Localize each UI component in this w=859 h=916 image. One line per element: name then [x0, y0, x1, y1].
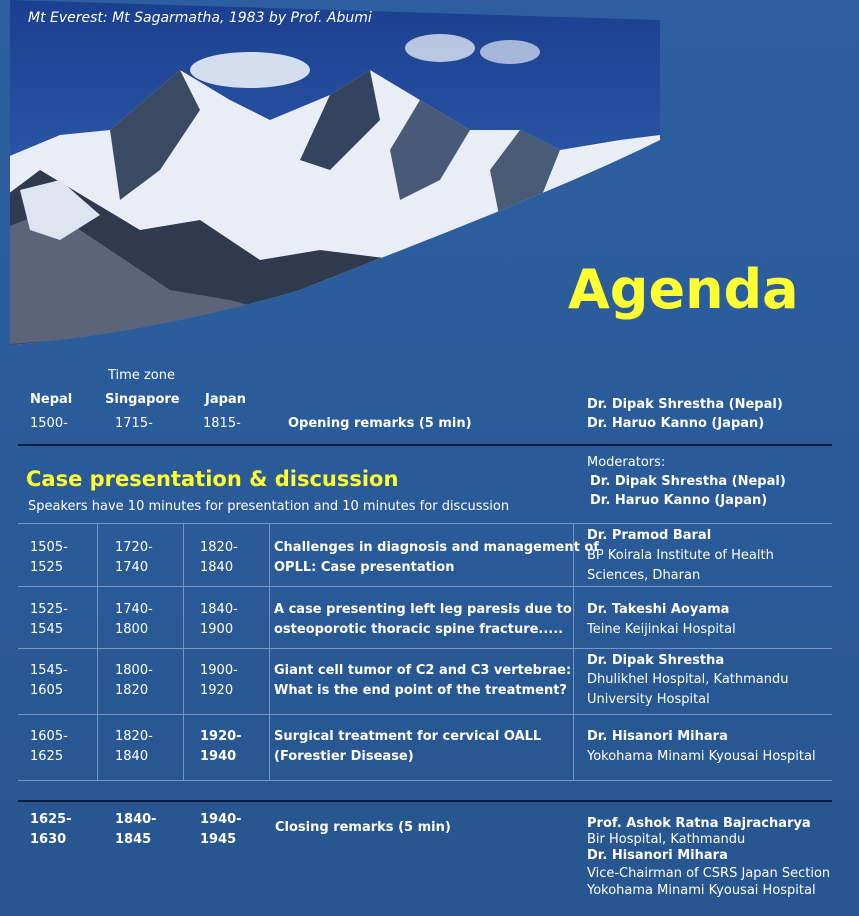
- session-time-nepal: 1505- 1525: [30, 540, 68, 575]
- opening-speaker-1: Dr. Dipak Shrestha (Nepal): [587, 397, 783, 412]
- session-time-singapore: 1740- 1800: [115, 602, 153, 637]
- session-affiliation: Dhulikhel Hospital, Kathmandu University Hospital: [587, 672, 789, 707]
- moderator-1: Dr. Dipak Shrestha (Nepal): [590, 474, 786, 489]
- session-time-singapore: 1820- 1840: [115, 729, 153, 764]
- session-affiliation: Yokohama Minami Kyousai Hospital: [587, 749, 816, 764]
- page-title: Agenda: [568, 258, 799, 321]
- col-header-singapore: Singapore: [105, 392, 180, 407]
- table-divider: [18, 714, 832, 715]
- session-speaker: Dr. Hisanori Mihara: [587, 729, 728, 744]
- session-time-japan: 1900- 1920: [200, 663, 238, 698]
- closing-time-singapore: 1840- 1845: [115, 812, 157, 847]
- closing-affiliation-1: Bir Hospital, Kathmandu: [587, 832, 746, 847]
- session-time-nepal: 1545- 1605: [30, 663, 68, 698]
- opening-time-nepal: 1500-: [30, 416, 68, 431]
- opening-speaker-2: Dr. Haruo Kanno (Japan): [587, 416, 765, 431]
- session-title: Surgical treatment for cervical OALL (Forestier Disease): [274, 729, 542, 764]
- table-divider: [18, 523, 832, 524]
- session-title: Challenges in diagnosis and management of OPLL: Case presentation: [274, 540, 599, 575]
- session-time-japan: 1820- 1840: [200, 540, 238, 575]
- table-divider: [18, 586, 832, 587]
- closing-speaker-1: Prof. Ashok Ratna Bajracharya: [587, 816, 811, 831]
- closing-time-nepal: 1625- 1630: [30, 812, 72, 847]
- closing-speaker-2: Dr. Hisanori Mihara: [587, 848, 728, 863]
- moderator-2: Dr. Haruo Kanno (Japan): [590, 493, 768, 508]
- section-note: Speakers have 10 minutes for presentation and 10 minutes for discussion: [28, 499, 510, 514]
- session-time-singapore: 1720- 1740: [115, 540, 153, 575]
- closing-time-japan: 1940- 1945: [200, 812, 242, 847]
- closing-affiliation-2b: Yokohama Minami Kyousai Hospital: [587, 883, 816, 898]
- col-header-nepal: Nepal: [30, 392, 73, 407]
- session-time-nepal: 1525- 1545: [30, 602, 68, 637]
- table-divider: [18, 648, 832, 649]
- session-time-nepal: 1605- 1625: [30, 729, 68, 764]
- session-speaker: Dr. Pramod Baral: [587, 528, 712, 543]
- col-header-japan: Japan: [205, 392, 246, 407]
- divider-bottom: [18, 800, 832, 802]
- moderators-label: Moderators:: [587, 455, 666, 470]
- session-speaker: Dr. Dipak Shrestha: [587, 653, 725, 668]
- session-affiliation: BP Koirala Institute of Health Sciences, Dharan: [587, 548, 774, 583]
- table-col-divider: [183, 523, 184, 780]
- session-speaker: Dr. Takeshi Aoyama: [587, 602, 730, 617]
- closing-title: Closing remarks (5 min): [275, 820, 451, 835]
- divider-top: [18, 444, 832, 446]
- session-time-japan: 1840- 1900: [200, 602, 238, 637]
- opening-time-japan: 1815-: [203, 416, 241, 431]
- session-affiliation: Teine Keijinkai Hospital: [587, 622, 736, 637]
- session-title: Giant cell tumor of C2 and C3 vertebrae: What is the end point of the treatment?: [274, 663, 572, 698]
- table-col-divider: [97, 523, 98, 780]
- opening-time-singapore: 1715-: [115, 416, 153, 431]
- table-divider: [18, 780, 832, 781]
- session-time-japan: 1920- 1940: [200, 729, 242, 764]
- session-title: A case presenting left leg paresis due to osteoporotic thoracic spine fracture.....: [274, 602, 572, 637]
- timezone-label: Time zone: [108, 368, 175, 383]
- photo-caption: Mt Everest: Mt Sagarmatha, 1983 by Prof. Abumi: [28, 10, 372, 26]
- closing-affiliation-2a: Vice-Chairman of CSRS Japan Section: [587, 866, 831, 881]
- table-col-divider: [269, 523, 270, 780]
- session-time-singapore: 1800- 1820: [115, 663, 153, 698]
- opening-title: Opening remarks (5 min): [288, 416, 472, 431]
- section-heading: Case presentation & discussion: [26, 467, 399, 491]
